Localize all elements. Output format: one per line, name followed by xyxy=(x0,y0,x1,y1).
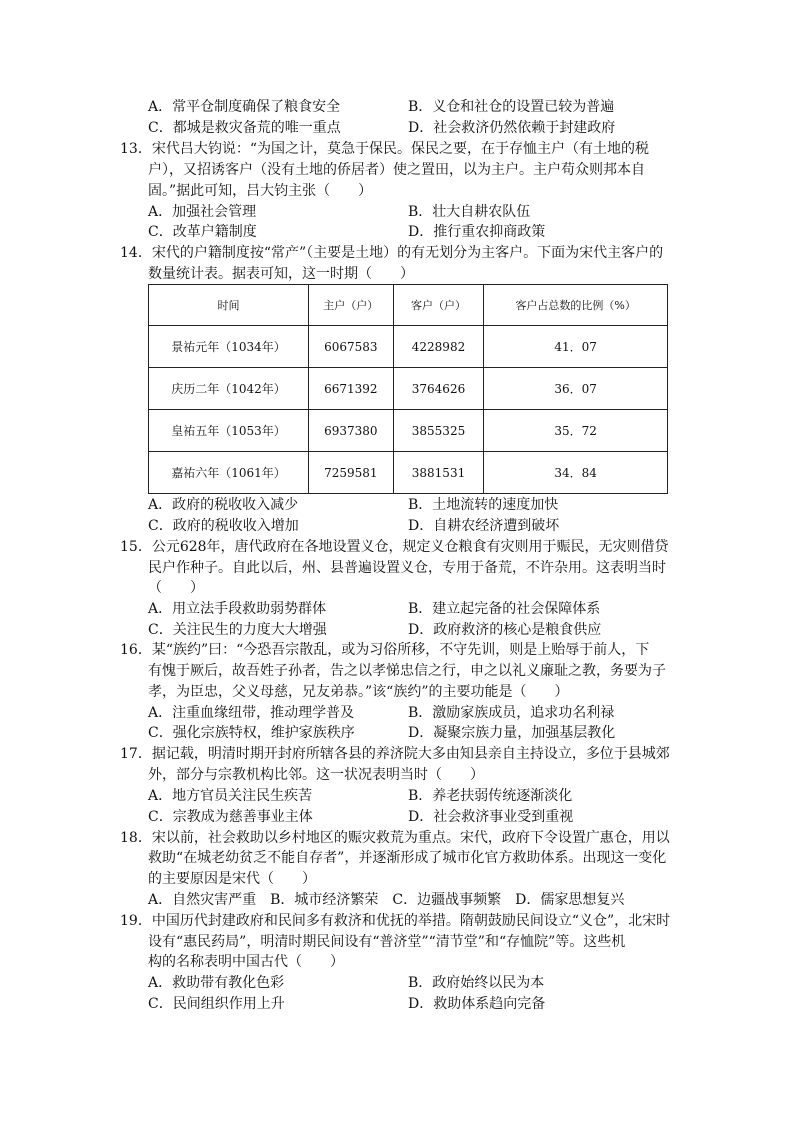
q16-stem-line-2: 有愧于厥后，故吾姓子孙者，告之以孝悌忠信之行，申之以礼义廉耻之教，务要为子 xyxy=(148,663,666,679)
q15-option-c: C．关注民生的力度大大增强 xyxy=(148,622,327,638)
q15-stem-line-1: 15．公元628年，唐代政府在各地设置义仓，规定义仓粮食有灾则用于赈民，无灾则借贷 xyxy=(120,539,669,555)
cell-time: 庆历二年（1042年） xyxy=(149,368,309,410)
q14-stem-line-1: 14．宋代的户籍制度按“常产”（主要是土地）的有无划分为主客户。下面为宋代主客户的 xyxy=(120,245,664,261)
header-main-households: 主户（户） xyxy=(308,285,393,326)
table-row xyxy=(149,410,668,452)
q15-stem-line-2: 民户作种子。自此以后，州、县普遍设置义仓，专用于备荒，不许杂用。这表明当时 xyxy=(148,560,666,576)
q16-option-a: A．注重血缘纽带，推动理学普及 xyxy=(148,705,355,721)
q16-stem-line-3: 孝，为臣忠，父义母慈，兄友弟恭。”该“族约”的主要功能是（ ） xyxy=(148,684,569,700)
q13-option-b: B．壮大自耕农队伍 xyxy=(408,204,531,220)
q15-option-a: A．用立法手段救助弱势群体 xyxy=(148,601,327,617)
table-header-row xyxy=(149,285,668,326)
q13-stem-line-2: 户），又招诱客户（没有土地的侨居者）使之置田，以为主户。主户苟众则邦本自 xyxy=(148,162,645,178)
cell-main: 6671392 xyxy=(308,368,393,410)
q18-stem-line-1: 18．宋以前，社会救助以乡村地区的赈灾救荒为重点。宋代，政府下令设置广惠仓，用以 xyxy=(120,830,670,846)
q12-option-b: B．义仓和社仓的设置已较为普遍 xyxy=(408,99,615,115)
q12-option-d: D．社会救济仍然依赖于封建政府 xyxy=(408,120,616,136)
cell-guest: 3855325 xyxy=(393,410,484,452)
q13-option-a: A．加强社会管理 xyxy=(148,204,257,220)
q14-option-d: D．自耕农经济遭到破坏 xyxy=(408,518,560,534)
cell-time: 皇祐五年（1053年） xyxy=(149,410,309,452)
cell-main: 6937380 xyxy=(308,410,393,452)
cell-ratio: 36．07 xyxy=(484,368,668,410)
q16-option-b: B．激励家族成员，追求功名利禄 xyxy=(408,705,615,721)
table-row xyxy=(149,368,668,410)
q18-stem-line-3: 的主要原因是宋代（ ） xyxy=(148,871,316,887)
q12-option-c: C．都城是救灾备荒的唯一重点 xyxy=(148,120,341,136)
q16-stem-line-1: 16．某“族约”曰：“今恐吾宗散乱，或为习俗所移，不守先训，则是上贻辱于前人，下 xyxy=(120,642,650,658)
cell-ratio: 41．07 xyxy=(484,326,668,368)
q18-stem-line-2: 救助“在城老幼贫乏不能自存者”，并逐渐形成了城市化官方救助体系。出现这一变化 xyxy=(148,850,667,866)
cell-guest: 4228982 xyxy=(393,326,484,368)
q19-stem-line-3: 构的名称表明中国古代（ ） xyxy=(148,954,344,970)
header-guest-households: 客户（户） xyxy=(393,285,484,326)
cell-ratio: 35．72 xyxy=(484,410,668,452)
q19-stem-line-2: 设有“惠民药局”，明清时期民间设有“普济堂”“清节堂”和“存恤院”等。这些机 xyxy=(148,934,626,950)
q14-option-c: C．政府的税收收入增加 xyxy=(148,518,299,534)
cell-guest: 3881531 xyxy=(393,452,484,494)
q19-option-c: C．民间组织作用上升 xyxy=(148,996,285,1012)
cell-main: 7259581 xyxy=(308,452,393,494)
q12-option-a: A．常平仓制度确保了粮食安全 xyxy=(148,99,341,115)
cell-time: 景祐元年（1034年） xyxy=(149,326,309,368)
header-time: 时间 xyxy=(149,285,309,326)
q17-stem-line-1: 17．据记载，明清时期开封府所辖各县的养济院大多由知县亲自主持设立，多位于县城郊 xyxy=(120,746,670,762)
q15-option-d: D．政府救济的核心是粮食供应 xyxy=(408,622,602,638)
cell-time: 嘉祐六年（1061年） xyxy=(149,452,309,494)
q13-option-c: C．改革户籍制度 xyxy=(148,224,257,240)
cell-main: 6067583 xyxy=(308,326,393,368)
q16-option-d: D．凝聚宗族力量，加强基层教化 xyxy=(408,725,616,741)
cell-guest: 3764626 xyxy=(393,368,484,410)
q17-option-d: D．社会救济事业受到重视 xyxy=(408,809,574,825)
q14-stem-line-2: 数量统计表。据表可知，这一时期（ ） xyxy=(148,266,414,282)
cell-ratio: 34．84 xyxy=(484,452,668,494)
q19-option-b: B．政府始终以民为本 xyxy=(408,975,545,991)
household-stats-table xyxy=(148,284,668,494)
table-row xyxy=(149,326,668,368)
header-guest-ratio: 客户占总数的比例（%） xyxy=(484,285,668,326)
q13-stem-line-1: 13．宋代吕大钧说：“为国之计，莫急于保民。保民之要，在于存恤主户（有土地的税 xyxy=(120,141,649,157)
q19-stem-line-1: 19．中国历代封建政府和民间多有救济和优抚的举措。隋朝鼓励民间设立“义仓”，北宋时 xyxy=(120,913,671,929)
q14-option-b: B．土地流转的速度加快 xyxy=(408,497,559,513)
q13-stem-line-3: 固。”据此可知，吕大钧主张（ ） xyxy=(148,183,373,199)
table-row xyxy=(149,452,668,494)
q14-option-a: A．政府的税收收入减少 xyxy=(148,497,299,513)
q15-option-b: B．建立起完备的社会保障体系 xyxy=(408,601,601,617)
q15-stem-line-3: （ ） xyxy=(148,580,204,596)
q17-option-a: A．地方官员关注民生疾苦 xyxy=(148,788,313,804)
q17-stem-line-2: 外，部分与宗教机构比邻。这一状况表明当时（ ） xyxy=(148,767,484,783)
q19-option-a: A．救助带有教化色彩 xyxy=(148,975,285,991)
q18-options: A．自然灾害严重 B．城市经济繁荣 C．边疆战事频繁 D．儒家思想复兴 xyxy=(148,892,625,908)
q19-option-d: D．救助体系趋向完备 xyxy=(408,996,546,1012)
q16-option-c: C．强化宗族特权，维护家族秩序 xyxy=(148,725,355,741)
q17-option-c: C．宗教成为慈善事业主体 xyxy=(148,809,313,825)
q17-option-b: B．养老扶弱传统逐渐淡化 xyxy=(408,788,573,804)
q13-option-d: D．推行重农抑商政策 xyxy=(408,224,546,240)
